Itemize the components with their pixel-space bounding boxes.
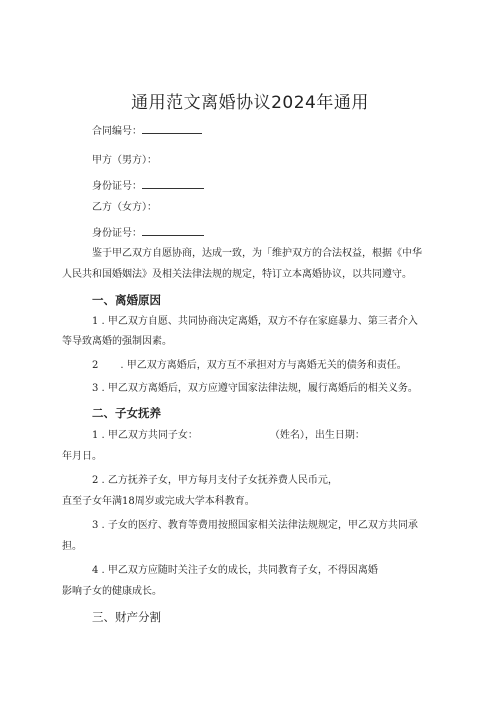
party-a-id-row — [92, 178, 204, 194]
preamble-line-2: 人民共和国婚姻法》及相关法律法规的规定，特订立本离婚协议，以共同遵守。 — [62, 269, 412, 280]
party-a-id-label: 身份证号： — [92, 181, 142, 192]
section-2-item-4-line-1: 4 . 甲乙双方应随时关注子女的成长，共同教育子女，不得因离婚 — [92, 565, 378, 576]
section-2-heading: 二、子女抚养 — [92, 406, 161, 420]
contract-number-blank — [142, 123, 202, 134]
section-1-item-3: 3 . 甲乙双方离婚后，双方应遵守国家法律法规，履行离婚后的相关义务。 — [92, 383, 418, 394]
document-title: 通用范文离婚协议2024年通用 — [131, 93, 369, 113]
section-2-item-1-part-b: （姓名），出生日期： — [269, 430, 365, 441]
party-a-label: 甲方（男方）： — [92, 155, 157, 166]
section-2-item-2-line-1: 2 . 乙方抚养子女，甲方每月支付子女抚养费人民币元， — [92, 475, 338, 486]
section-2-item-1-line-2: 年月日。 — [62, 451, 102, 462]
party-a-id-blank — [142, 178, 204, 189]
section-1-item-1-line-1: 1 . 甲乙双方自愿、共同协商决定离婚，双方不存在家庭暴力、第三者介入 — [92, 316, 418, 327]
section-2-item-4-line-2: 影响子女的健康成长。 — [62, 586, 162, 597]
section-1-item-2-text: . 甲乙双方离婚后，双方互不承担对方与离婚无关的债务和责任。 — [120, 360, 407, 371]
section-1-item-2-number: 2 — [92, 360, 99, 371]
contract-number-label: 合同编号： — [92, 126, 142, 137]
party-b-label: 乙方（女方）： — [92, 202, 157, 213]
section-1-item-1-line-2: 等导致离婚的强制因素。 — [62, 336, 172, 347]
section-2-item-1-part-a: 1 . 甲乙双方共同子女： — [92, 430, 198, 441]
section-2-item-3-line-1: 3 . 子女的医疗、教育等费用按照国家相关法律法规规定，甲乙双方共同承 — [92, 520, 418, 531]
section-3-heading: 三、财产分割 — [92, 610, 161, 624]
party-b-id-blank — [142, 225, 204, 236]
section-2-item-1-line-1 — [92, 429, 365, 443]
party-b-id-row — [92, 225, 204, 241]
section-1-item-2 — [92, 359, 407, 373]
party-b-id-label: 身份证号： — [92, 228, 142, 239]
section-2-item-3-line-2: 担。 — [62, 541, 82, 552]
section-1-heading: 一、离婚原因 — [92, 293, 161, 307]
preamble-line-1: 鉴于甲乙双方自愿协商，达成一致，为「维护双方的合法权益，根据《中华 — [92, 248, 422, 259]
contract-number-row — [92, 123, 202, 139]
section-2-item-2-line-2: 直至子女年满18周岁或完成大学本科教育。 — [62, 496, 255, 507]
